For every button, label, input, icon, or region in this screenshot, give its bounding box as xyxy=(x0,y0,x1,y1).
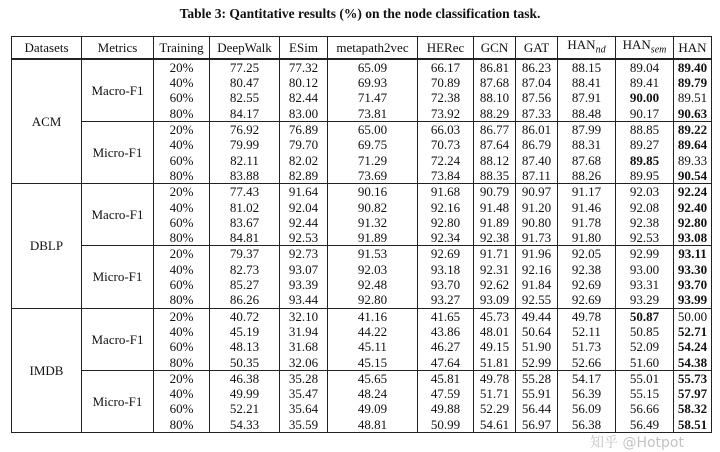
score-cell xyxy=(674,339,712,354)
score-cell: 31.68 xyxy=(280,339,328,354)
table-row xyxy=(12,122,712,138)
score-cell: 89.41 xyxy=(616,75,674,90)
training-ratio: 40% xyxy=(154,200,210,215)
score-cell: 92.16 xyxy=(516,262,558,277)
score-cell: 32.10 xyxy=(280,308,328,324)
score-cell: 82.55 xyxy=(210,90,280,105)
score-cell: 85.27 xyxy=(210,277,280,292)
score-cell: 92.62 xyxy=(474,277,516,292)
header-training: Training xyxy=(154,37,210,59)
score-cell: 55.91 xyxy=(516,386,558,401)
score-cell: 88.10 xyxy=(474,90,516,105)
header-han-sem: $HAN_{sem}$ xyxy=(616,37,674,59)
score-cell: 87.99 xyxy=(558,122,616,138)
score-cell: 55.01 xyxy=(616,370,674,386)
score-cell: 56.66 xyxy=(616,401,674,416)
header-gat: GAT xyxy=(516,37,558,59)
score-cell xyxy=(674,59,712,75)
score-cell xyxy=(674,137,712,152)
training-ratio: 40% xyxy=(154,262,210,277)
score-cell: 92.16 xyxy=(418,200,474,215)
results-body xyxy=(12,59,712,433)
best-score: 93.30 xyxy=(677,261,708,277)
training-ratio: 60% xyxy=(154,401,210,416)
score-cell: 92.48 xyxy=(328,277,418,292)
score-cell: 48.01 xyxy=(474,324,516,339)
score-cell: 51.60 xyxy=(616,355,674,371)
score-cell: 92.38 xyxy=(558,262,616,277)
score-cell: 80.12 xyxy=(280,75,328,90)
header-datasets: Datasets xyxy=(12,37,82,59)
score-cell: 86.79 xyxy=(516,137,558,152)
best-score: 93.11 xyxy=(678,246,707,262)
score-cell: 50.00 xyxy=(674,308,712,324)
training-ratio: 20% xyxy=(154,308,210,324)
score-cell: 56.44 xyxy=(516,401,558,416)
score-cell: 89.51 xyxy=(674,90,712,105)
results-table xyxy=(11,36,712,433)
header-herec: HERec xyxy=(418,37,474,59)
score-cell: 76.89 xyxy=(280,122,328,138)
score-cell: 79.99 xyxy=(210,137,280,152)
best-score: 54.24 xyxy=(677,339,708,355)
score-cell: 66.17 xyxy=(418,59,474,75)
score-cell: 87.11 xyxy=(516,168,558,184)
score-cell: 31.94 xyxy=(280,324,328,339)
score-cell: 92.03 xyxy=(328,262,418,277)
score-cell: 91.96 xyxy=(516,246,558,262)
table-row xyxy=(12,184,712,200)
best-score: 93.99 xyxy=(677,292,708,308)
score-cell: 80.47 xyxy=(210,75,280,90)
score-cell: 87.68 xyxy=(474,75,516,90)
score-cell: 84.81 xyxy=(210,230,280,246)
best-score: 92.24 xyxy=(677,184,708,200)
score-cell: 41.65 xyxy=(418,308,474,324)
score-cell: 91.17 xyxy=(558,184,616,200)
score-cell xyxy=(674,106,712,122)
score-cell: 92.08 xyxy=(616,200,674,215)
header-metrics: Metrics xyxy=(82,37,154,59)
header-deepwalk: DeepWalk xyxy=(210,37,280,59)
score-cell xyxy=(674,386,712,401)
score-cell: 89.27 xyxy=(616,137,674,152)
score-cell xyxy=(674,417,712,433)
score-cell: 91.84 xyxy=(516,277,558,292)
score-cell xyxy=(674,355,712,371)
score-cell: 83.00 xyxy=(280,106,328,122)
best-score: 50.87 xyxy=(629,308,660,324)
best-score: 57.97 xyxy=(677,386,708,402)
score-cell: 90.82 xyxy=(328,200,418,215)
score-cell: 91.46 xyxy=(558,200,616,215)
score-cell: 46.38 xyxy=(210,370,280,386)
score-cell: 55.15 xyxy=(616,386,674,401)
score-cell: 35.59 xyxy=(280,417,328,433)
score-cell: 49.15 xyxy=(474,339,516,354)
score-cell: 87.68 xyxy=(558,153,616,168)
score-cell: 35.47 xyxy=(280,386,328,401)
score-cell: 52.29 xyxy=(474,401,516,416)
training-ratio: 20% xyxy=(154,59,210,75)
score-cell xyxy=(674,184,712,200)
score-cell: 55.28 xyxy=(516,370,558,386)
score-cell: 92.69 xyxy=(418,246,474,262)
score-cell: 47.59 xyxy=(418,386,474,401)
score-cell: 93.39 xyxy=(280,277,328,292)
score-cell: 90.80 xyxy=(516,215,558,230)
metric-name: Micro-F1 xyxy=(82,370,154,432)
score-cell: 49.09 xyxy=(328,401,418,416)
score-cell: 91.80 xyxy=(558,230,616,246)
score-cell: 90.79 xyxy=(474,184,516,200)
score-cell: 90.97 xyxy=(516,184,558,200)
best-score: 58.51 xyxy=(677,416,708,432)
score-cell: 89.33 xyxy=(674,153,712,168)
score-cell: 86.77 xyxy=(474,122,516,138)
dataset-name: DBLP xyxy=(12,184,82,308)
score-cell xyxy=(674,324,712,339)
header-han: HAN xyxy=(674,37,712,59)
score-cell: 56.49 xyxy=(616,417,674,433)
score-cell: 52.21 xyxy=(210,401,280,416)
score-cell: 86.81 xyxy=(474,59,516,75)
score-cell: 91.71 xyxy=(474,246,516,262)
score-cell: 73.81 xyxy=(328,106,418,122)
score-cell: 71.29 xyxy=(328,153,418,168)
score-cell: 52.66 xyxy=(558,355,616,371)
best-score: 89.64 xyxy=(677,137,708,153)
score-cell: 92.05 xyxy=(558,246,616,262)
score-cell: 92.80 xyxy=(418,215,474,230)
score-cell: 77.43 xyxy=(210,184,280,200)
score-cell: 88.26 xyxy=(558,168,616,184)
training-ratio: 60% xyxy=(154,153,210,168)
score-cell: 92.80 xyxy=(328,292,418,308)
training-ratio: 40% xyxy=(154,324,210,339)
dataset-name: IMDB xyxy=(12,308,82,432)
score-cell: 88.35 xyxy=(474,168,516,184)
score-cell: 86.23 xyxy=(516,59,558,75)
score-cell: 51.90 xyxy=(516,339,558,354)
score-cell: 73.84 xyxy=(418,168,474,184)
score-cell: 91.32 xyxy=(328,215,418,230)
score-cell: 82.02 xyxy=(280,153,328,168)
score-cell: 92.38 xyxy=(616,215,674,230)
score-cell: 50.35 xyxy=(210,355,280,371)
score-cell: 91.89 xyxy=(474,215,516,230)
score-cell: 72.24 xyxy=(418,153,474,168)
score-cell: 84.17 xyxy=(210,106,280,122)
score-cell: 48.13 xyxy=(210,339,280,354)
score-cell: 45.81 xyxy=(418,370,474,386)
score-cell: 51.81 xyxy=(474,355,516,371)
score-cell: 47.64 xyxy=(418,355,474,371)
score-cell: 73.92 xyxy=(418,106,474,122)
training-ratio: 80% xyxy=(154,417,210,433)
score-cell: 92.34 xyxy=(418,230,474,246)
score-cell: 88.12 xyxy=(474,153,516,168)
score-cell: 49.88 xyxy=(418,401,474,416)
header-esim: ESim xyxy=(280,37,328,59)
score-cell: 91.68 xyxy=(418,184,474,200)
score-cell: 35.64 xyxy=(280,401,328,416)
score-cell: 87.40 xyxy=(516,153,558,168)
score-cell: 51.73 xyxy=(558,339,616,354)
score-cell: 56.09 xyxy=(558,401,616,416)
score-cell: 73.69 xyxy=(328,168,418,184)
score-cell: 77.25 xyxy=(210,59,280,75)
score-cell: 90.16 xyxy=(328,184,418,200)
score-cell: 45.73 xyxy=(474,308,516,324)
score-cell xyxy=(674,230,712,246)
score-cell: 91.89 xyxy=(328,230,418,246)
score-cell: 54.33 xyxy=(210,417,280,433)
score-cell: 82.44 xyxy=(280,90,328,105)
metric-name: Macro-F1 xyxy=(82,59,154,122)
score-cell: 88.31 xyxy=(558,137,616,152)
training-ratio: 20% xyxy=(154,370,210,386)
score-cell: 93.27 xyxy=(418,292,474,308)
training-ratio: 60% xyxy=(154,277,210,292)
score-cell: 52.99 xyxy=(516,355,558,371)
score-cell: 88.29 xyxy=(474,106,516,122)
score-cell: 52.09 xyxy=(616,339,674,354)
score-cell: 56.38 xyxy=(558,417,616,433)
score-cell: 41.16 xyxy=(328,308,418,324)
score-cell: 87.04 xyxy=(516,75,558,90)
score-cell xyxy=(674,246,712,262)
score-cell: 93.31 xyxy=(616,277,674,292)
score-cell: 93.18 xyxy=(418,262,474,277)
best-score: 58.32 xyxy=(677,401,708,417)
score-cell: 49.99 xyxy=(210,386,280,401)
table-row xyxy=(12,370,712,386)
training-ratio: 40% xyxy=(154,137,210,152)
metric-name: Micro-F1 xyxy=(82,246,154,308)
score-cell: 70.89 xyxy=(418,75,474,90)
watermark: 知乎 @Hotpot xyxy=(590,435,684,451)
score-cell: 88.85 xyxy=(616,122,674,138)
best-score: 90.00 xyxy=(629,90,660,106)
score-cell xyxy=(674,168,712,184)
score-cell: 86.01 xyxy=(516,122,558,138)
best-score: 90.54 xyxy=(677,167,708,183)
training-ratio: 20% xyxy=(154,184,210,200)
best-score: 54.38 xyxy=(677,354,708,370)
best-score: 89.85 xyxy=(629,152,660,168)
score-cell: 49.78 xyxy=(474,370,516,386)
score-cell: 70.73 xyxy=(418,137,474,152)
score-cell: 50.85 xyxy=(616,324,674,339)
score-cell: 50.64 xyxy=(516,324,558,339)
best-score: 92.80 xyxy=(677,214,708,230)
score-cell: 87.91 xyxy=(558,90,616,105)
score-cell: 45.15 xyxy=(328,355,418,371)
score-cell: 56.39 xyxy=(558,386,616,401)
score-cell xyxy=(674,122,712,138)
score-cell: 93.70 xyxy=(418,277,474,292)
score-cell: 92.38 xyxy=(474,230,516,246)
table-row xyxy=(12,308,712,324)
score-cell: 45.11 xyxy=(328,339,418,354)
score-cell: 92.53 xyxy=(280,230,328,246)
score-cell: 93.00 xyxy=(616,262,674,277)
best-score: 90.63 xyxy=(677,105,708,121)
score-cell: 91.53 xyxy=(328,246,418,262)
score-cell: 89.04 xyxy=(616,59,674,75)
score-cell xyxy=(674,401,712,416)
score-cell: 92.04 xyxy=(280,200,328,215)
score-cell: 79.70 xyxy=(280,137,328,152)
score-cell xyxy=(674,277,712,292)
training-ratio: 20% xyxy=(154,246,210,262)
score-cell: 77.32 xyxy=(280,59,328,75)
score-cell: 48.24 xyxy=(328,386,418,401)
score-cell: 90.17 xyxy=(616,106,674,122)
table-caption: Table 3: Qantitative results (%) on the node classification task. xyxy=(179,6,541,21)
score-cell xyxy=(616,90,674,105)
score-cell: 92.99 xyxy=(616,246,674,262)
score-cell: 88.15 xyxy=(558,59,616,75)
score-cell: 43.86 xyxy=(418,324,474,339)
header-metapath2vec: metapath2vec xyxy=(328,37,418,59)
header-row xyxy=(12,37,712,59)
score-cell: 45.19 xyxy=(210,324,280,339)
score-cell: 65.09 xyxy=(328,59,418,75)
training-ratio: 80% xyxy=(154,292,210,308)
score-cell xyxy=(674,200,712,215)
training-ratio: 40% xyxy=(154,75,210,90)
score-cell: 88.48 xyxy=(558,106,616,122)
score-cell: 82.11 xyxy=(210,153,280,168)
score-cell: 83.67 xyxy=(210,215,280,230)
training-ratio: 20% xyxy=(154,122,210,138)
metric-name: Micro-F1 xyxy=(82,122,154,184)
score-cell: 82.89 xyxy=(280,168,328,184)
score-cell: 54.17 xyxy=(558,370,616,386)
dataset-name: ACM xyxy=(12,59,82,184)
score-cell: 81.02 xyxy=(210,200,280,215)
score-cell: 79.37 xyxy=(210,246,280,262)
score-cell xyxy=(674,75,712,90)
score-cell: 54.61 xyxy=(474,417,516,433)
score-cell: 86.26 xyxy=(210,292,280,308)
score-cell: 92.73 xyxy=(280,246,328,262)
score-cell: 91.48 xyxy=(474,200,516,215)
training-ratio: 60% xyxy=(154,215,210,230)
score-cell: 35.28 xyxy=(280,370,328,386)
metric-name: Macro-F1 xyxy=(82,308,154,370)
score-cell: 92.44 xyxy=(280,215,328,230)
score-cell: 82.73 xyxy=(210,262,280,277)
metric-name: Macro-F1 xyxy=(82,184,154,246)
score-cell: 92.53 xyxy=(616,230,674,246)
score-cell: 91.78 xyxy=(558,215,616,230)
score-cell: 92.69 xyxy=(558,292,616,308)
score-cell: 92.31 xyxy=(474,262,516,277)
score-cell: 56.97 xyxy=(516,417,558,433)
score-cell: 91.73 xyxy=(516,230,558,246)
score-cell: 40.72 xyxy=(210,308,280,324)
best-score: 93.08 xyxy=(677,230,708,246)
score-cell: 65.00 xyxy=(328,122,418,138)
best-score: 89.40 xyxy=(677,59,708,75)
score-cell: 89.95 xyxy=(616,168,674,184)
score-cell: 93.29 xyxy=(616,292,674,308)
best-score: 89.22 xyxy=(677,122,708,138)
score-cell xyxy=(674,262,712,277)
score-cell: 72.38 xyxy=(418,90,474,105)
score-cell: 71.47 xyxy=(328,90,418,105)
score-cell: 52.11 xyxy=(558,324,616,339)
training-ratio: 60% xyxy=(154,90,210,105)
best-score: 93.70 xyxy=(677,277,708,293)
score-cell: 50.99 xyxy=(418,417,474,433)
score-cell: 87.56 xyxy=(516,90,558,105)
header-han-nd: $HAN_{nd}$ xyxy=(558,37,616,59)
score-cell: 92.03 xyxy=(616,184,674,200)
score-cell: 69.75 xyxy=(328,137,418,152)
score-cell: 92.55 xyxy=(516,292,558,308)
score-cell: 49.78 xyxy=(558,308,616,324)
score-cell: 44.22 xyxy=(328,324,418,339)
table-row xyxy=(12,59,712,75)
score-cell xyxy=(674,370,712,386)
score-cell xyxy=(674,215,712,230)
score-cell: 93.09 xyxy=(474,292,516,308)
score-cell: 93.07 xyxy=(280,262,328,277)
score-cell: 45.65 xyxy=(328,370,418,386)
training-ratio: 60% xyxy=(154,339,210,354)
score-cell: 49.44 xyxy=(516,308,558,324)
training-ratio: 80% xyxy=(154,106,210,122)
score-cell: 69.93 xyxy=(328,75,418,90)
score-cell xyxy=(616,153,674,168)
score-cell: 32.06 xyxy=(280,355,328,371)
best-score: 92.40 xyxy=(677,199,708,215)
score-cell: 92.69 xyxy=(558,277,616,292)
best-score: 55.73 xyxy=(677,370,708,386)
score-cell: 91.20 xyxy=(516,200,558,215)
score-cell: 87.64 xyxy=(474,137,516,152)
score-cell xyxy=(616,308,674,324)
header-gcn: GCN xyxy=(474,37,516,59)
score-cell: 91.64 xyxy=(280,184,328,200)
score-cell: 76.92 xyxy=(210,122,280,138)
score-cell: 46.27 xyxy=(418,339,474,354)
best-score: 89.79 xyxy=(677,75,708,91)
training-ratio: 80% xyxy=(154,168,210,184)
score-cell: 51.71 xyxy=(474,386,516,401)
best-score: 52.71 xyxy=(677,323,708,339)
score-cell: 83.88 xyxy=(210,168,280,184)
training-ratio: 40% xyxy=(154,386,210,401)
score-cell: 93.44 xyxy=(280,292,328,308)
score-cell: 88.41 xyxy=(558,75,616,90)
score-cell: 66.03 xyxy=(418,122,474,138)
training-ratio: 80% xyxy=(154,355,210,371)
score-cell: 87.33 xyxy=(516,106,558,122)
score-cell xyxy=(674,292,712,308)
table-row xyxy=(12,246,712,262)
score-cell: 48.81 xyxy=(328,417,418,433)
training-ratio: 80% xyxy=(154,230,210,246)
